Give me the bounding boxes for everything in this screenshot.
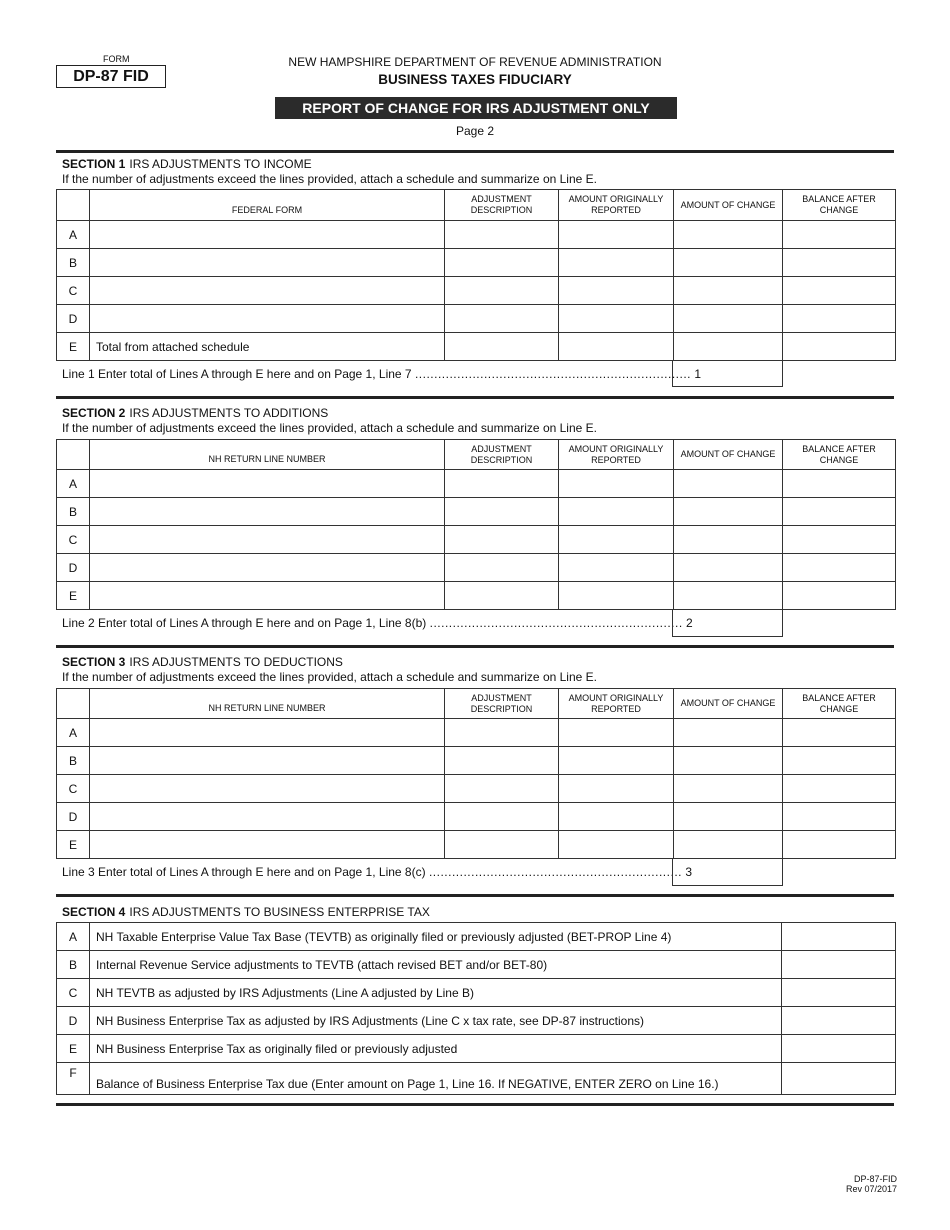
section3-label: SECTION 3 — [62, 655, 126, 669]
adjustment-description-input[interactable] — [445, 277, 559, 305]
table-row — [57, 831, 896, 859]
table-row — [57, 1035, 896, 1063]
amount-of-change-input[interactable] — [674, 498, 783, 526]
section3-title: IRS ADJUSTMENTS TO DEDUCTIONS — [129, 655, 343, 669]
page-number: Page 2 — [455, 124, 495, 138]
amount-of-change-input[interactable] — [674, 305, 783, 333]
row-letter: C — [57, 979, 90, 1007]
nh-return-line-input[interactable] — [90, 803, 445, 831]
section1-total-line — [62, 367, 701, 381]
row-letter: A — [57, 470, 90, 498]
amount-of-change-input[interactable] — [674, 277, 783, 305]
nh-return-line-input[interactable] — [90, 554, 445, 582]
balance-after-change-input[interactable] — [783, 221, 896, 249]
section3-heading — [62, 655, 343, 669]
adjustment-description-input[interactable] — [445, 526, 559, 554]
table-row — [57, 1007, 896, 1035]
balance-after-change-input[interactable] — [783, 526, 896, 554]
table-row — [57, 582, 896, 610]
adjustment-description-input[interactable] — [445, 221, 559, 249]
section2-heading — [62, 406, 328, 420]
section4-heading — [62, 905, 430, 919]
row-letter: D — [57, 554, 90, 582]
federal-form-label: Total from attached schedule — [90, 333, 445, 361]
section3-total-line — [62, 865, 692, 879]
line3-total-input[interactable] — [672, 859, 783, 886]
amount-of-change-input[interactable] — [674, 719, 783, 747]
total-line-text: Line 3 Enter total of Lines A through E here and on Page 1, Line 8(c) — [62, 865, 426, 879]
agency-name: NEW HAMPSHIRE DEPARTMENT OF REVENUE ADMINISTRATION — [288, 55, 662, 69]
letter-header — [57, 689, 90, 719]
amount-originally-reported-input[interactable] — [559, 582, 674, 610]
section-divider — [56, 150, 894, 153]
footer-revision: Rev 07/2017 — [845, 1184, 897, 1194]
amount-originally-reported-input[interactable] — [559, 803, 674, 831]
section-divider — [56, 894, 894, 897]
adjustment-description-input[interactable] — [445, 775, 559, 803]
federal-form-input[interactable] — [90, 305, 445, 333]
amount-originally-reported-input[interactable] — [559, 221, 674, 249]
nh-return-line-input[interactable] — [90, 747, 445, 775]
balance-after-change-header: BALANCE AFTER CHANGE — [783, 440, 896, 470]
amount-originally-reported-input[interactable] — [559, 333, 674, 361]
row-letter: F — [57, 1063, 90, 1095]
row-letter: C — [57, 277, 90, 305]
section4-title: IRS ADJUSTMENTS TO BUSINESS ENTERPRISE TAX — [129, 905, 430, 919]
amount-originally-reported-input[interactable] — [559, 526, 674, 554]
adjustment-description-input[interactable] — [445, 554, 559, 582]
row-letter: D — [57, 1007, 90, 1035]
balance-after-change-input[interactable] — [783, 803, 896, 831]
row-letter: E — [57, 333, 90, 361]
amount-originally-reported-input[interactable] — [559, 554, 674, 582]
balance-after-change-input[interactable] — [783, 249, 896, 277]
bottom-divider — [56, 1103, 894, 1106]
amount-originally-reported-input[interactable] — [559, 305, 674, 333]
balance-after-change-input[interactable] — [783, 775, 896, 803]
nh-return-line-input[interactable] — [90, 498, 445, 526]
leader-dots: ........................................................................ — [414, 367, 691, 381]
row-letter: A — [57, 221, 90, 249]
section3-table — [56, 688, 896, 859]
total-line-number: 2 — [686, 616, 693, 630]
section4-table — [56, 922, 896, 1095]
section2-instruction: If the number of adjustments exceed the lines provided, attach a schedule and summarize on Line E. — [62, 421, 597, 435]
table-row — [57, 277, 896, 305]
row-description: NH Taxable Enterprise Value Tax Base (TEVTB) as originally filed or previously adjusted (BET-PROP Line 4) — [90, 923, 782, 951]
form-title: BUSINESS TAXES FIDUCIARY — [378, 72, 572, 87]
row-description: NH Business Enterprise Tax as adjusted by IRS Adjustments (Line C x tax rate, see DP-87 instructions) — [90, 1007, 782, 1035]
nh-return-line-input[interactable] — [90, 831, 445, 859]
leader-dots: .................................................................. — [428, 865, 682, 879]
adjustment-description-input[interactable] — [445, 803, 559, 831]
table-row — [57, 554, 896, 582]
amount-of-change-input[interactable] — [674, 803, 783, 831]
amount-originally-reported-input[interactable] — [559, 775, 674, 803]
table-row — [57, 979, 896, 1007]
row-letter: D — [57, 305, 90, 333]
report-banner: REPORT OF CHANGE FOR IRS ADJUSTMENT ONLY — [275, 97, 677, 119]
row-description: Internal Revenue Service adjustments to TEVTB (attach revised BET and/or BET-80) — [90, 951, 782, 979]
amount-input[interactable] — [782, 1063, 896, 1095]
balance-after-change-input[interactable] — [783, 582, 896, 610]
table-row — [57, 305, 896, 333]
total-line-text: Line 2 Enter total of Lines A through E here and on Page 1, Line 8(b) — [62, 616, 427, 630]
amount-input[interactable] — [782, 951, 896, 979]
table-row — [57, 333, 896, 361]
letter-header — [57, 190, 90, 221]
adjustment-description-input[interactable] — [445, 305, 559, 333]
section3-instruction: If the number of adjustments exceed the lines provided, attach a schedule and summarize on Line E. — [62, 670, 597, 684]
federal-form-input[interactable] — [90, 221, 445, 249]
table-row — [57, 747, 896, 775]
amount-originally-reported-input[interactable] — [559, 470, 674, 498]
amount-originally-reported-header: AMOUNT ORIGINALLY REPORTED — [559, 190, 674, 221]
amount-originally-reported-input[interactable] — [559, 747, 674, 775]
table-row — [57, 1063, 896, 1095]
amount-originally-reported-input[interactable] — [559, 831, 674, 859]
federal-form-header: FEDERAL FORM — [90, 190, 445, 221]
row-letter: C — [57, 526, 90, 554]
amount-input[interactable] — [782, 1035, 896, 1063]
section1-heading — [62, 157, 312, 171]
total-line-text: Line 1 Enter total of Lines A through E here and on Page 1, Line 7 — [62, 367, 412, 381]
total-line-number: 3 — [685, 865, 693, 879]
adjustment-description-input[interactable] — [445, 582, 559, 610]
amount-originally-reported-input[interactable] — [559, 277, 674, 305]
amount-originally-reported-input[interactable] — [559, 719, 674, 747]
amount-of-change-input[interactable] — [674, 333, 783, 361]
amount-input[interactable] — [782, 979, 896, 1007]
line2-total-input[interactable] — [672, 610, 783, 637]
adjustment-description-input[interactable] — [445, 498, 559, 526]
balance-after-change-input[interactable] — [783, 747, 896, 775]
section4-label: SECTION 4 — [62, 905, 126, 919]
section1-label: SECTION 1 — [62, 157, 126, 171]
table-row — [57, 526, 896, 554]
amount-of-change-input[interactable] — [674, 775, 783, 803]
row-letter: B — [57, 249, 90, 277]
row-letter: B — [57, 951, 90, 979]
row-letter: D — [57, 803, 90, 831]
table-row — [57, 498, 896, 526]
table-row — [57, 719, 896, 747]
row-letter: A — [57, 923, 90, 951]
amount-of-change-input[interactable] — [674, 249, 783, 277]
amount-of-change-input[interactable] — [674, 831, 783, 859]
amount-originally-reported-header: AMOUNT ORIGINALLY REPORTED — [559, 689, 674, 719]
nh-return-line-input[interactable] — [90, 526, 445, 554]
amount-of-change-input[interactable] — [674, 582, 783, 610]
row-letter: A — [57, 719, 90, 747]
leader-dots: .................................................................. — [429, 616, 683, 630]
federal-form-input[interactable] — [90, 249, 445, 277]
amount-of-change-input[interactable] — [674, 526, 783, 554]
balance-after-change-input[interactable] — [783, 470, 896, 498]
balance-after-change-input[interactable] — [783, 498, 896, 526]
amount-input[interactable] — [782, 923, 896, 951]
adjustment-description-input[interactable] — [445, 470, 559, 498]
letter-header — [57, 440, 90, 470]
section1-table — [56, 189, 896, 361]
row-letter: C — [57, 775, 90, 803]
row-letter: B — [57, 498, 90, 526]
line1-total-input[interactable] — [672, 360, 783, 387]
section2-title: IRS ADJUSTMENTS TO ADDITIONS — [129, 406, 329, 420]
table-row — [57, 470, 896, 498]
section1-title: IRS ADJUSTMENTS TO INCOME — [129, 157, 312, 171]
adjustment-description-input[interactable] — [445, 747, 559, 775]
table-row — [57, 803, 896, 831]
row-letter: E — [57, 1035, 90, 1063]
row-letter: B — [57, 747, 90, 775]
balance-after-change-header: BALANCE AFTER CHANGE — [783, 190, 896, 221]
balance-after-change-header: BALANCE AFTER CHANGE — [783, 689, 896, 719]
row-letter: E — [57, 582, 90, 610]
amount-input[interactable] — [782, 1007, 896, 1035]
section2-table — [56, 439, 896, 610]
nh-return-line-input[interactable] — [90, 470, 445, 498]
adjustment-description-input[interactable] — [445, 249, 559, 277]
table-row — [57, 249, 896, 277]
nh-return-line-input[interactable] — [90, 719, 445, 747]
table-row — [57, 775, 896, 803]
total-line-number: 1 — [694, 367, 702, 381]
form-number: DP-87 FID — [56, 65, 166, 88]
section-divider — [56, 396, 894, 399]
balance-after-change-input[interactable] — [783, 305, 896, 333]
adjustment-description-input[interactable] — [445, 719, 559, 747]
nh-return-line-header: NH RETURN LINE NUMBER — [90, 689, 445, 719]
balance-after-change-input[interactable] — [783, 277, 896, 305]
amount-originally-reported-header: AMOUNT ORIGINALLY REPORTED — [559, 440, 674, 470]
balance-after-change-input[interactable] — [783, 333, 896, 361]
section1-instruction: If the number of adjustments exceed the lines provided, attach a schedule and summarize on Line E. — [62, 172, 597, 186]
footer-form-code: DP-87-FID — [853, 1174, 897, 1184]
federal-form-input[interactable] — [90, 277, 445, 305]
nh-return-line-input[interactable] — [90, 582, 445, 610]
adjustment-description-input[interactable] — [445, 333, 559, 361]
balance-after-change-input[interactable] — [783, 831, 896, 859]
adjustment-description-header: ADJUSTMENT DESCRIPTION — [445, 689, 559, 719]
section2-total-line — [62, 616, 693, 630]
amount-originally-reported-input[interactable] — [559, 249, 674, 277]
row-description: NH Business Enterprise Tax as originally filed or previously adjusted — [90, 1035, 782, 1063]
amount-of-change-header: AMOUNT OF CHANGE — [674, 440, 783, 470]
amount-of-change-input[interactable] — [674, 554, 783, 582]
amount-of-change-input[interactable] — [674, 470, 783, 498]
amount-originally-reported-input[interactable] — [559, 498, 674, 526]
balance-after-change-input[interactable] — [783, 554, 896, 582]
nh-return-line-header: NH RETURN LINE NUMBER — [90, 440, 445, 470]
table-row — [57, 221, 896, 249]
adjustment-description-header: ADJUSTMENT DESCRIPTION — [445, 190, 559, 221]
row-letter: E — [57, 831, 90, 859]
table-row — [57, 923, 896, 951]
adjustment-description-header: ADJUSTMENT DESCRIPTION — [445, 440, 559, 470]
nh-return-line-input[interactable] — [90, 775, 445, 803]
section2-label: SECTION 2 — [62, 406, 126, 420]
balance-after-change-input[interactable] — [783, 719, 896, 747]
row-description: NH TEVTB as adjusted by IRS Adjustments (Line A adjusted by Line B) — [90, 979, 782, 1007]
form-label: FORM — [103, 54, 130, 64]
adjustment-description-input[interactable] — [445, 831, 559, 859]
section-divider — [56, 645, 894, 648]
amount-of-change-header: AMOUNT OF CHANGE — [674, 190, 783, 221]
amount-of-change-input[interactable] — [674, 747, 783, 775]
amount-of-change-input[interactable] — [674, 221, 783, 249]
amount-of-change-header: AMOUNT OF CHANGE — [674, 689, 783, 719]
row-description: Balance of Business Enterprise Tax due (Enter amount on Page 1, Line 16. If NEGATIVE, ENTER ZERO on Line 16.) — [90, 1063, 782, 1095]
table-row — [57, 951, 896, 979]
